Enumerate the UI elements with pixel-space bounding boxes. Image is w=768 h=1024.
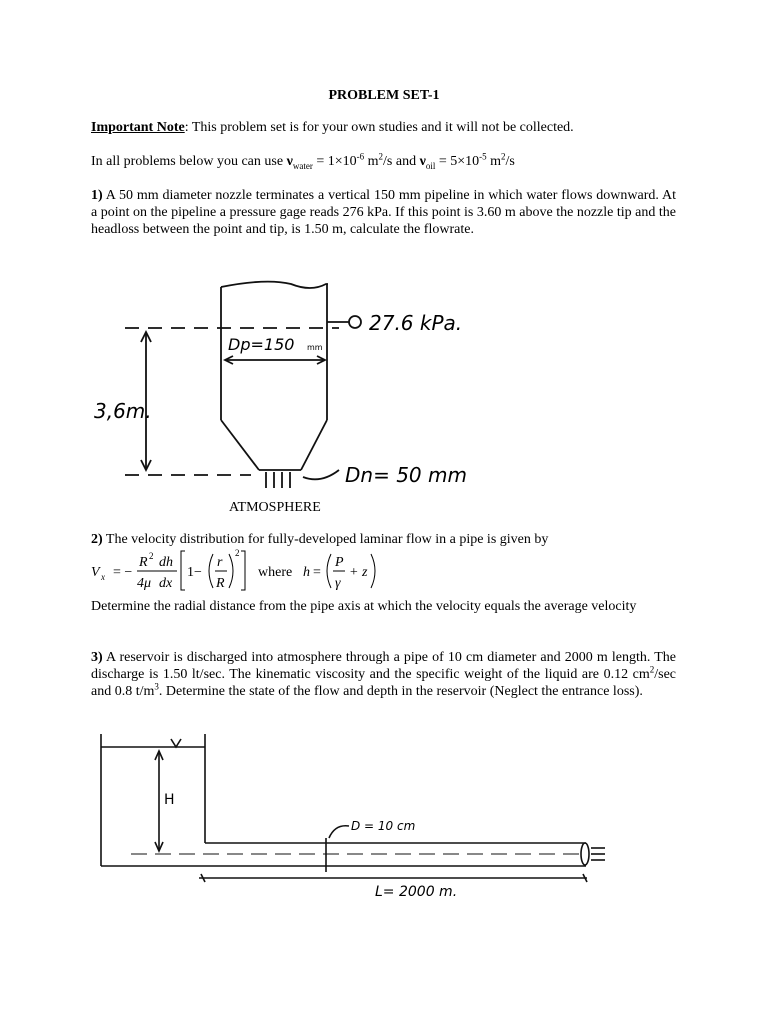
problem-2-number: 2): [91, 532, 103, 547]
problem-3-body-b: /sec and 0.8 t/m: [91, 667, 676, 699]
oil-exponent: -5: [479, 151, 487, 162]
eq-h-equals: =: [313, 565, 321, 580]
eq-vx: V: [91, 565, 100, 580]
unit-end-2: /s: [505, 154, 515, 169]
eq-one-minus: 1−: [187, 565, 202, 580]
unit-m: m: [364, 154, 379, 169]
viscosity-line: [91, 153, 676, 170]
eq-where: where: [258, 565, 293, 580]
eq-R: R: [139, 555, 148, 570]
pressure-label: 27.6 kPa.: [369, 311, 463, 335]
eq-dh: dh: [159, 555, 173, 570]
unit-exponent-2: 2: [501, 151, 506, 162]
eq-plus-z: + z: [349, 565, 368, 580]
nozzle-right-taper: [301, 420, 327, 470]
problem-3-body-a: A reservoir is discharged into atmosphere through a pipe of 10 cm diameter and 2000 m length. The discharge is 1.50 lt/sec. The kinematic viscosity and the specific weight of the liquid are 0.12 cm: [91, 650, 676, 682]
atmosphere-caption: ATMOSPHERE: [229, 500, 321, 515]
oil-value: = 5×10: [435, 154, 480, 169]
eq-dx: dx: [159, 576, 173, 591]
eq-vx-sub: x: [101, 572, 105, 582]
unit-m-2: m: [486, 154, 502, 169]
nozzle-left-taper: [221, 420, 259, 470]
pipe-outlet: [581, 843, 589, 865]
eq-R-exp: 2: [149, 551, 154, 561]
problem-1-text: [91, 187, 676, 238]
eq-4mu: 4μ: [137, 576, 152, 591]
surface-marker: [171, 739, 181, 747]
note-text: : This problem set is for your own studies and it will not be collected.: [184, 120, 574, 135]
eq-square: 2: [235, 548, 240, 558]
eq-h: h: [303, 565, 310, 580]
nozzle-diameter-label: Dn= 50 mm: [345, 463, 467, 487]
eq-R-den: R: [216, 576, 225, 591]
pressure-gage: [349, 316, 361, 328]
problem-1-body: A 50 mm diameter nozzle terminates a vertical 150 mm pipeline in which water flows downward. At a point on the pipeline a pressure gage reads 276 kPa. If this point is 3.60 m above the nozzle tip and the headloss between the point and tip, is 1.50 m, calculate the flowrate.: [91, 188, 676, 237]
eq-r: r: [217, 555, 223, 570]
problem-3-text: [91, 649, 676, 700]
pipe-diameter-label-3: D = 10 cm: [351, 819, 416, 833]
problem-3-exp-a: 2: [649, 664, 655, 675]
unit-exponent: 2: [378, 151, 384, 162]
eq-equals-minus: = −: [113, 565, 133, 580]
problem-3-number: 3): [91, 650, 103, 665]
eq-gamma: γ: [335, 576, 341, 591]
problem-3-exp-b: 3: [154, 681, 159, 692]
problem-2-body: The velocity distribution for fully-developed laminar flow in a pipe is given by: [102, 532, 549, 547]
water-exponent: -6: [356, 151, 365, 162]
pipe-diameter-label: Dp=150: [228, 335, 295, 354]
viscosity-prefix: In all problems below you can use: [91, 154, 287, 169]
pipe-length-label: L= 2000 m.: [375, 884, 458, 900]
note-label: Important Note: [91, 120, 185, 135]
eq-P: P: [335, 555, 344, 570]
pipe-diameter-unit: mm: [307, 343, 323, 352]
depth-label: H: [164, 792, 175, 808]
velocity-equation: [91, 546, 431, 594]
unit-end: /s and: [383, 154, 420, 169]
oil-subscript: oil: [425, 160, 436, 171]
figure-reservoir-pipe: [91, 726, 621, 901]
figure-nozzle-pipe: [91, 270, 491, 500]
nu-symbol-water: ν: [286, 154, 293, 169]
nozzle-leader: [303, 470, 339, 479]
height-label: 3,6m.: [94, 399, 152, 423]
page-title: PROBLEM SET-1: [328, 88, 440, 103]
pipe-break-line: [221, 282, 328, 288]
diameter-leader: [329, 826, 349, 838]
problem-3-body-c: . Determine the state of the flow and depth in the reservoir (Neglect the entrance loss).: [158, 684, 643, 699]
problem-1-number: 1): [91, 188, 103, 203]
problem-2-question: Determine the radial distance from the pipe axis at which the velocity equals the average velocity: [91, 599, 637, 614]
water-value: = 1×10: [312, 154, 357, 169]
water-subscript: water: [292, 160, 313, 171]
important-note: [91, 119, 676, 136]
nu-symbol-oil: ν: [419, 154, 426, 169]
